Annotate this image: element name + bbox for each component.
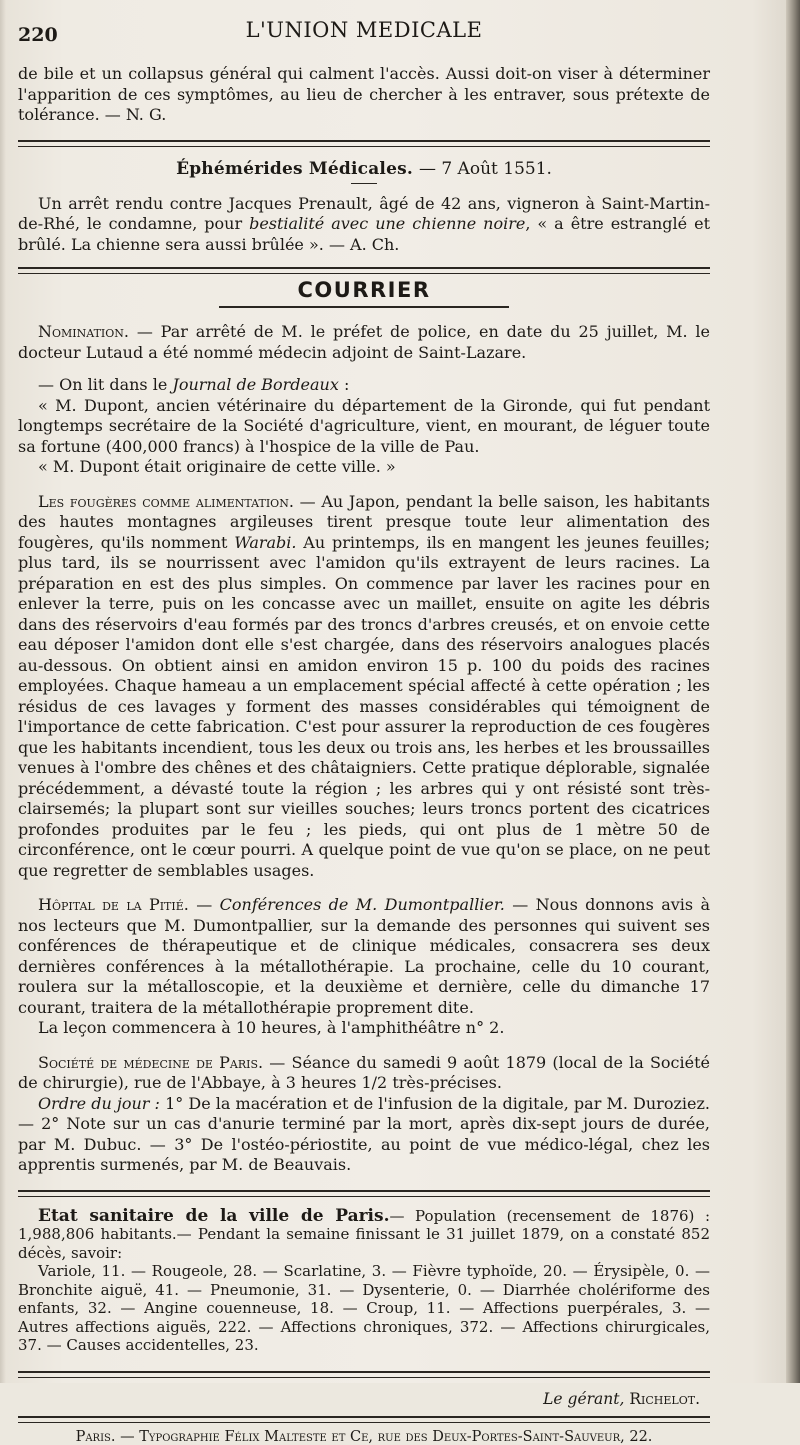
ephemerides-heading	[18, 159, 710, 179]
etat-sanitaire-paragraph	[18, 1207, 710, 1263]
etat-sanitaire-text-1: — Population (recensement de 1876) : 1,988,806 habitants.— Pendant la semaine finissant le 31 juillet 1879, on a constaté 852 décès, savoir:	[18, 1206, 711, 1262]
ephemerides-title: Éphémérides Médicales.	[176, 158, 414, 179]
bordeaux-quote-2: « M. Dupont était originaire de cette ville. »	[38, 457, 396, 476]
nomination-label: Nomination.	[38, 322, 130, 341]
pitie-label: Hôpital de la Pitié.	[38, 895, 189, 914]
fougeres-paragraph	[18, 492, 710, 882]
nomination-text: — Par arrêté de M. le préfet de police, en date du 25 juillet, M. le docteur Lutaud a été nommé médecin adjoint de Saint-Lazare.	[18, 322, 710, 362]
ordre-paragraph	[18, 1094, 710, 1176]
ephemerides-paragraph	[18, 194, 710, 256]
page-content	[18, 18, 710, 1445]
page-binding-edge	[786, 0, 800, 1383]
ordre-text: 1° De la macération et de l'infusion de la digitale, par M. Duroziez. — 2° Note sur un cas d'anurie terminé par la mort, après dix-sept jours de durée, par M. Dubuc. — 3° De l'ostéo-périostite, au point de vue médico-légal, chez les apprentis surmenés, par M. de Beauvais.	[18, 1093, 710, 1174]
fougeres-text-1: — Au Japon, pendant la belle saison, les habitants des hautes montagnes argileuses tirent presque toute leur alimentation des fougères, qu'ils nomment	[18, 491, 710, 552]
fougeres-label: Les fougères comme alimentation.	[38, 491, 294, 511]
bordeaux-lead-text: — On lit dans le	[38, 375, 173, 394]
societe-text: — Séance du samedi 9 août 1879 (local de la Société de chirurgie), rue de l'Abbaye, à 3 heures 1/2 très-précises.	[18, 1052, 710, 1092]
fougeres-italic: Warabi.	[234, 532, 297, 552]
bordeaux-journal: Journal de Bordeaux	[172, 375, 339, 394]
courrier-title: COURRIER	[297, 278, 431, 302]
signature-line	[18, 1390, 710, 1408]
pitie-italic: Conférences de M. Dumontpallier.	[219, 895, 505, 914]
double-rule	[18, 140, 710, 147]
ephemerides-date: — 7 Août 1551.	[418, 158, 552, 179]
pitie-paragraph-2: La leçon commencera à 10 heures, à l'amphithéâtre n° 2.	[38, 1018, 505, 1037]
double-rule	[18, 1416, 710, 1423]
pitie-paragraph	[18, 895, 710, 1018]
double-rule	[18, 1190, 710, 1197]
bordeaux-colon: :	[338, 375, 350, 394]
imprint-line: Paris. — Typographie Félix Malteste et Ce, rue des Deux-Portes-Saint-Sauveur, 22.	[75, 1428, 653, 1445]
bordeaux-lead	[18, 375, 710, 396]
courrier-rule	[219, 306, 509, 308]
intro-paragraph: de bile et un collapsus général qui calment l'accès. Aussi doit-on viser à déterminer l'apparition de ces symptômes, au lieu de chercher à les entraver, sous prétexte de tolérance. — N. G.	[18, 64, 710, 124]
short-rule	[351, 183, 377, 184]
page-left-shadow	[0, 0, 6, 1383]
ephemerides-italic: bestialité avec une chienne noire	[249, 214, 526, 233]
ephemerides-text-before: Un arrêt rendu contre Jacques Prenault, âgé de 42 ans, vigneron à Saint-Martin-de-Rhé, le condamne, pour	[18, 193, 710, 233]
page-number: 220	[18, 24, 58, 46]
etat-sanitaire-section	[18, 1207, 710, 1355]
gerant-label: Le gérant,	[543, 1389, 625, 1408]
gerant-name: Richelot.	[624, 1389, 700, 1408]
etat-sanitaire-list: Variole, 11. — Rougeole, 28. — Scarlatine, 3. — Fièvre typhoïde, 20. — Érysipèle, 0. — Bronchite aiguë, 41. — Pneumonie, 31. — Dysenterie, 0. — Diarrhée cholériforme des enfants, 32. — Angine couenneuse, 18. — Croup, 11. — Affections puerpérales, 3. — Autres affections aiguës, 222. — Affections chroniques, 372. — Affections chirurgicales, 37. — Causes accidentelles, 23.	[18, 1262, 710, 1354]
fougeres-text-2: Au printemps, ils en mangent les jeunes feuilles; plus tard, ils se nourrissent avec l'amidon qu'ils extrayent de leurs racines. La préparation en est des plus simples. On commence par laver les racines pour en enlever la terre, puis on les concasse avec un maillet, ensuite on agite les débris dans des réservoirs d'eau formés par des troncs d'arbres creusés, et on envoie cette eau déposer l'amidon dont elle s'est chargée, dans des réservoirs analogues placés au-dessous. On obtient ainsi en amidon environ 15 p. 100 du poids des racines employées. Chaque hameau a un emplacement spécial affecté à cette opération ; les résidus de ces lavages y forment des masses considérables qui témoignent de l'importance de cette fabrication. C'est pour assurer la reproduction de ces fougères que les habitants incendient, tous les deux ou trois ans, les herbes et les broussailles venues à l'ombre des chênes et des châtaigniers. Cette pratique déplorable, signalée précédemment, a dévasté toute la région ; les arbres qui y ont résisté sont très-clairsemés; la plupart sont sur vieilles souches; leurs troncs portent des cicatrices profondes produites par le feu ; les pieds, qui ont plus de 1 mètre 50 de circonférence, ont le cœur pourri. A quelque point de vue qu'on se place, on ne peut que regretter de semblables usages.	[18, 532, 710, 880]
pitie-dash: —	[188, 895, 220, 914]
double-rule	[18, 267, 710, 274]
bordeaux-quote: « M. Dupont, ancien vétérinaire du département de la Gironde, qui fut pendant longtemps secrétaire de la Société d'agriculture, vient, en mourant, de léguer toute sa fortune (400,000 francs) à l'hospice de la ville de Pau.	[18, 395, 710, 456]
societe-paragraph	[18, 1053, 710, 1094]
running-head: L'UNION MEDICALE	[245, 18, 483, 42]
etat-sanitaire-heading: Etat sanitaire de la ville de Paris.	[38, 1205, 390, 1226]
societe-label: Société de médecine de Paris.	[38, 1052, 264, 1072]
page-header	[18, 18, 710, 52]
ordre-label: Ordre du jour :	[38, 1093, 160, 1113]
pitie-text: — Nous donnons avis à nos lecteurs que M. Dumontpallier, sur la demande des personnes qui suivent ses conférences de thérapeutique et de clinique médicales, consacrera ses deux dernières conférences à la métallothérapie. La prochaine, celle du 10 courant, roulera sur la métalloscopie, et la deuxième et dernière, celle du dimanche 17 courant, traitera de la métallothérapie proprement dite.	[18, 895, 711, 1017]
double-rule	[18, 1371, 710, 1378]
nomination-paragraph	[18, 322, 710, 363]
ephemerides-text-after: , « a être estranglé et brûlé. La chienne sera aussi brûlée ». — A. Ch.	[18, 214, 711, 254]
